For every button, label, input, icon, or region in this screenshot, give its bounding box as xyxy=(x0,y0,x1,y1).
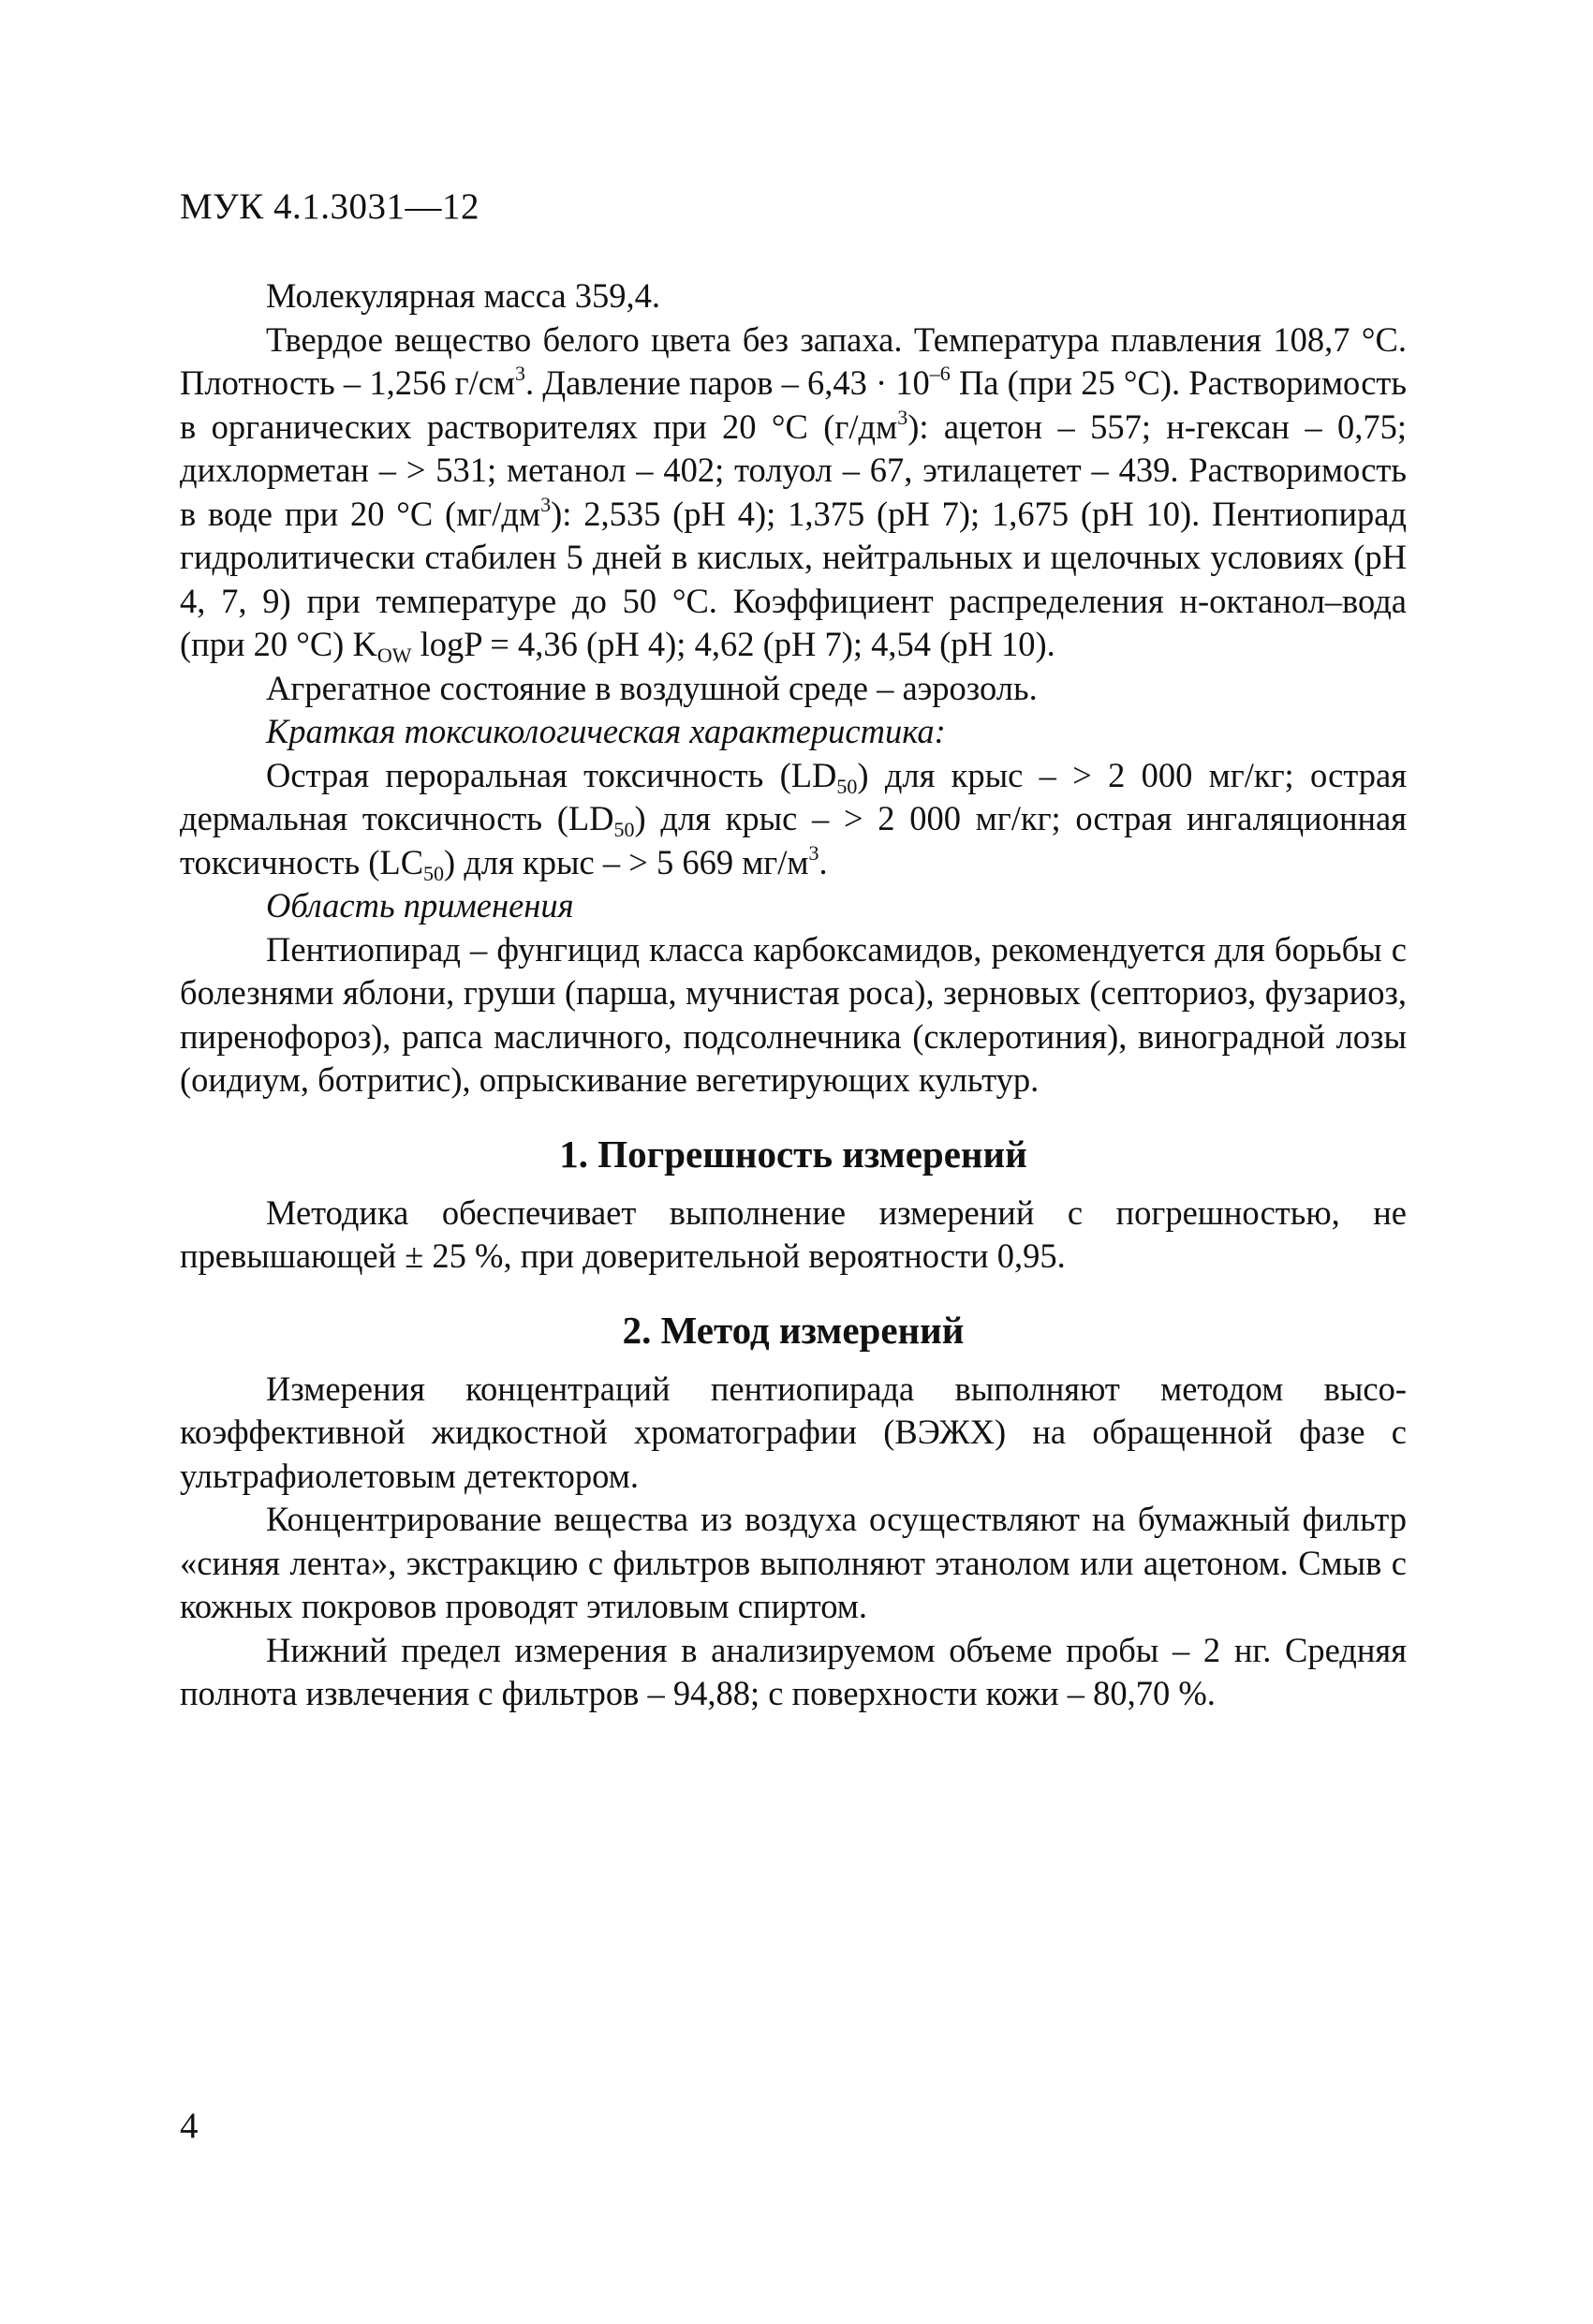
section-2-title: 2. Метод измерений xyxy=(622,1308,965,1352)
superscript: –6 xyxy=(929,362,951,385)
subscript: 50 xyxy=(423,861,445,885)
text-run: Твердое вещество белого цвета без запаха. Температура плавления 108,7 °С. Плотность – 1,256 г/см xyxy=(180,319,1407,402)
text-run: . Давление паров – 6,43 · 10 xyxy=(525,363,930,402)
text-run: Острая пероральная токсичность (LD xyxy=(266,755,837,794)
application-paragraph: Пентиопирад – фунгицид класса карбоксамидов, рекомендуется для борьбы с болезнями яблони, груши (парша, мучнистая роса), зерновых (септориоз, фузариоз, пиренофороз), рапса масличного, подсолнечника (склеротиния), виноградной лозы (оидиум, ботритис), опрыскивание вегетирующих культур. xyxy=(180,929,1407,1099)
physical-properties-paragraph xyxy=(180,318,1407,667)
text-run: ): ацетон – 557; н-гексан – 0,75; дихлорметан – > 531; метанол – 402; толуол – 67, этилацетет – 439. Растворимость в воде при 20 °С (мг/дм xyxy=(180,407,1407,533)
toxicology-paragraph xyxy=(180,754,1407,885)
page-body xyxy=(180,274,1407,1716)
text-run: logP = 4,36 (рН 4); 4,62 (рН 7); 4,54 (рН 10). xyxy=(411,625,1055,663)
text-run: Па (при 25 °С). Растворимость в органических растворителях при 20 °С (г/дм xyxy=(180,363,1407,446)
section-2-paragraph-2: Концентрирование вещества из воздуха осуществляют на бумажный фильтр «синяя лента», экстракцию с фильтров выполняют этанолом или ацетоном. Смыв с кожных покровов проводят этиловым спиртом. xyxy=(180,1500,1407,1625)
subscript: 50 xyxy=(836,774,858,798)
section-2-paragraph-1: Измерения концентраций пентиопирада выполняют методом высокоэффективной жидкостной хроматографии (ВЭЖХ) на обращенной фазе с ультрафиолетовым детектором. xyxy=(180,1369,1407,1495)
aggregate-state-paragraph: Агрегатное состояние в воздушной среде – аэрозоль. xyxy=(266,668,1038,707)
superscript: 3 xyxy=(897,405,908,429)
section-1-paragraph: Методика обеспечивает выполнение измерений с погрешностью, не превышающей ± 25 %, при доверительной вероятности 0,95. xyxy=(180,1192,1407,1275)
superscript: 3 xyxy=(540,492,552,516)
text-run: ) для крыс – > 2 000 мг/кг; острая дермальная токсичность (LD xyxy=(180,755,1407,837)
text-run: ): 2,535 (рН 4); 1,375 (рН 7); 1,675 (рН 10). Пентиопирад гидролитически стабилен 5 дней в кислых, нейтральных и щелочных условиях (рН 4, 7, 9) при температуре до 50 °С. Коэффициент распределения н-октанол–вода (при 20 °С) K xyxy=(180,494,1408,663)
text-run: . xyxy=(819,842,828,881)
text-run: ) для крыс – > 2 000 мг/кг; острая ингаляционная токсичность (LC xyxy=(180,799,1407,881)
page-number: 4 xyxy=(180,2106,199,2146)
document-code: МУК 4.1.3031—12 xyxy=(180,186,480,227)
subscript: OW xyxy=(376,644,412,667)
superscript: 3 xyxy=(515,362,526,385)
molar-mass-paragraph: Молекулярная масса 359,4. xyxy=(266,276,660,315)
section-1-title: 1. Погрешность измерений xyxy=(559,1132,1027,1176)
application-heading: Область применения xyxy=(266,886,574,925)
subscript: 50 xyxy=(613,818,635,841)
section-2-paragraph-3: Нижний предел измерения в анализируемом объеме пробы – 2 нг. Средняя полнота извлечения с фильтров – 94,88; с поверхности кожи – 80,70 %. xyxy=(180,1630,1407,1712)
text-run: ) для крыс – > 5 669 мг/м xyxy=(444,842,809,881)
toxicology-heading: Краткая токсикологическая характеристика: xyxy=(266,712,946,750)
superscript: 3 xyxy=(808,840,819,865)
